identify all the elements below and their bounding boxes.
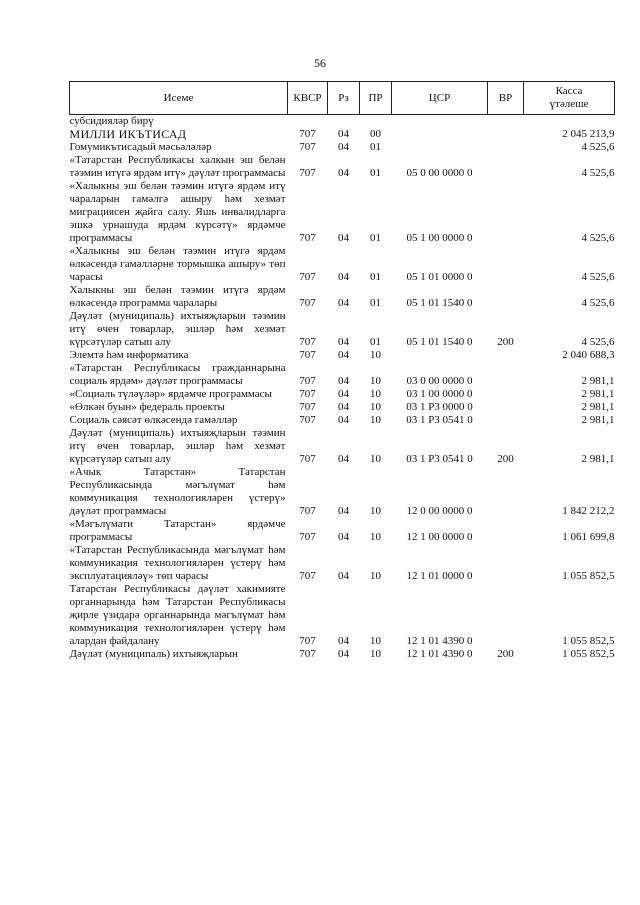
- cell-vr: 200: [497, 336, 514, 348]
- table-row: [70, 401, 615, 414]
- cell-vr: 200: [497, 648, 514, 660]
- cell-csr: 03 1 P3 0541 0: [406, 453, 473, 465]
- cell-amount: 4 525,6: [581, 141, 615, 153]
- cell-rz: 04: [338, 375, 349, 387]
- cell-vr: [488, 466, 524, 518]
- cell-vr: [488, 141, 524, 154]
- table-row: [70, 427, 615, 466]
- cell-vr: [488, 362, 524, 388]
- cell-rz: 04: [338, 232, 349, 244]
- cell-rz: 04: [338, 505, 349, 517]
- cell-pr: 10: [370, 401, 381, 413]
- cell-pr: 01: [370, 336, 381, 348]
- cell-name: МИЛЛИ ИКЪТИСАД: [69, 127, 187, 141]
- cell-csr: 05 1 00 0000 0: [406, 232, 473, 244]
- cell-pr: 10: [370, 388, 381, 400]
- cell-kvsr: 707: [299, 128, 316, 140]
- cell-kvsr: 707: [299, 141, 316, 153]
- cell-csr: 05 1 01 1540 0: [406, 297, 473, 309]
- cell-csr: 05 1 01 1540 0: [406, 336, 473, 348]
- cell-rz: 04: [338, 388, 349, 400]
- cell-amount: 1 055 852,5: [562, 635, 615, 647]
- cell-csr: 03 1 00 0000 0: [406, 388, 473, 400]
- header-name: Исеме: [70, 82, 288, 115]
- cell-rz: 04: [338, 648, 349, 660]
- cell-pr: 01: [370, 232, 381, 244]
- cell-rz: 04: [338, 336, 349, 348]
- cell-name: «Ачык Татарстан» Татарстан Республикасында мәгълүмат һәм коммуникация технологияләрен үстерү» дәүләт программасы: [69, 466, 286, 517]
- cell-kvsr: 707: [299, 414, 316, 426]
- cell-amount: 4 525,6: [581, 167, 615, 179]
- cell-name: «Халыкны эш белән тәэмин итүгә ярдәм итү чараларын гамәлгә ашыру һәм хезмәт миграциясен җайга салу. Яшь инвалидларга эшкә урнашуда ярдәм күрсәтү» ярдәмче программасы: [69, 180, 286, 244]
- table-row: [70, 284, 615, 310]
- cell-csr: [392, 128, 488, 141]
- page-number: 56: [314, 56, 326, 70]
- table-body: [70, 115, 615, 662]
- cell-pr: 10: [370, 375, 381, 387]
- cell-vr: [488, 518, 524, 544]
- cell-rz: 04: [338, 453, 349, 465]
- table-row: [70, 180, 615, 245]
- cell-pr: 10: [370, 570, 381, 582]
- cell-amount: 4 525,6: [581, 232, 615, 244]
- cell-pr: 10: [370, 531, 381, 543]
- cell-amount: 2 040 688,3: [562, 349, 615, 361]
- table-row: [70, 141, 615, 154]
- cell-rz: 04: [338, 414, 349, 426]
- table-row: [70, 544, 615, 583]
- header-csr: ЦСР: [392, 82, 488, 115]
- cell-csr: 12 1 00 0000 0: [406, 531, 473, 543]
- cell-rz: [328, 115, 360, 129]
- cell-csr: 12 1 01 4390 0: [406, 635, 473, 647]
- table-row: [70, 388, 615, 401]
- cell-name: «Татарстан Республикасы халкын эш белән тәэмин итүгә ярдәм итү» дәүләт программасы: [69, 154, 286, 179]
- cell-amount: [524, 115, 615, 129]
- header-rz: Рз: [328, 82, 360, 115]
- cell-kvsr: 707: [299, 531, 316, 543]
- cell-rz: 04: [338, 141, 349, 153]
- cell-csr: 03 1 P3 0541 0: [406, 414, 473, 426]
- cell-csr: 05 0 00 0000 0: [406, 167, 473, 179]
- cell-amount: 2 981,1: [581, 375, 615, 387]
- cell-pr: 01: [370, 141, 381, 153]
- cell-pr: 00: [370, 128, 381, 140]
- cell-kvsr: 707: [299, 297, 316, 309]
- cell-amount: 2 981,1: [581, 401, 615, 413]
- cell-rz: 04: [338, 297, 349, 309]
- cell-vr: 200: [497, 453, 514, 465]
- cell-name: «Социаль түләүләр» ярдәмче программасы: [69, 388, 272, 400]
- cell-amount: 2 981,1: [581, 453, 615, 465]
- cell-name: Дәүләт (муниципаль) ихтыяҗларын: [69, 648, 238, 660]
- cell-csr: 03 1 P3 0000 0: [406, 401, 473, 413]
- header-kvsr: КВСР: [288, 82, 328, 115]
- table-row: [70, 310, 615, 349]
- cell-pr: 01: [370, 167, 381, 179]
- cell-vr: [488, 349, 524, 362]
- cell-csr: [392, 115, 488, 129]
- cell-rz: 04: [338, 570, 349, 582]
- cell-vr: [488, 245, 524, 284]
- table-row: [70, 362, 615, 388]
- cell-name: «Өлкән буын» федераль проекты: [69, 401, 225, 413]
- cell-pr: 10: [370, 648, 381, 660]
- cell-kvsr: 707: [299, 635, 316, 647]
- cell-vr: [488, 154, 524, 180]
- cell-vr: [488, 180, 524, 245]
- cell-pr: 10: [370, 505, 381, 517]
- table-row: [70, 648, 615, 661]
- cell-name: Социаль сәясәт өлкәсендә гамәлләр: [69, 414, 238, 426]
- cell-csr: 12 1 01 4390 0: [406, 648, 473, 660]
- cell-kvsr: 707: [299, 336, 316, 348]
- table-row: [70, 466, 615, 518]
- cell-kvsr: 707: [299, 401, 316, 413]
- cell-pr: 10: [370, 414, 381, 426]
- cell-amount: 2 981,1: [581, 388, 615, 400]
- cell-kvsr: 707: [299, 271, 316, 283]
- table-row: [70, 583, 615, 648]
- cell-name: Татарстан Республикасы дәүләт хакимияте органнарында һәм Татарстан Республикасы җирле үзидарә органнарында мәгълүмат һәм коммуникация технологияләрен үстерү һәм алардан файдалану: [69, 583, 286, 647]
- cell-pr: 01: [370, 297, 381, 309]
- table-header: [70, 82, 615, 115]
- cell-csr: [392, 141, 488, 154]
- cell-kvsr: 707: [299, 349, 316, 361]
- cell-vr: [488, 401, 524, 414]
- cell-name: Дәүләт (муниципаль) ихтыяҗларын тәэмин итү өчен товарлар, эшләр һәм хезмәт күрсәтүләр сатып алу: [69, 310, 286, 348]
- cell-kvsr: 707: [299, 375, 316, 387]
- table-row: [70, 245, 615, 284]
- table-row: [70, 128, 615, 141]
- cell-kvsr: 707: [299, 167, 316, 179]
- header-pr: ПР: [360, 82, 392, 115]
- cell-rz: 04: [338, 167, 349, 179]
- cell-kvsr: 707: [299, 388, 316, 400]
- cell-csr: 03 0 00 0000 0: [406, 375, 473, 387]
- cell-amount: 1 842 212,2: [562, 505, 615, 517]
- cell-amount: 1 061 699,8: [562, 531, 615, 543]
- cell-kvsr: 707: [299, 453, 316, 465]
- budget-table: [69, 81, 615, 661]
- cell-name: «Татарстан Республикасы гражданнарына социаль ярдәм» дәүләт программасы: [69, 362, 286, 387]
- cell-pr: 10: [370, 349, 381, 361]
- header-vr: ВР: [488, 82, 524, 115]
- cell-rz: 04: [338, 635, 349, 647]
- cell-rz: 04: [338, 128, 349, 140]
- cell-vr: [488, 388, 524, 401]
- cell-amount: 1 055 852,5: [562, 570, 615, 582]
- cell-vr: [488, 115, 524, 129]
- cell-kvsr: 707: [299, 648, 316, 660]
- cell-amount: 2 045 213,9: [562, 128, 615, 140]
- cell-amount: 4 525,6: [581, 271, 615, 283]
- cell-amount: 4 525,6: [581, 297, 615, 309]
- cell-pr: [360, 115, 392, 129]
- cell-name: «Татарстан Республикасында мәгълүмат һәм коммуникация технологияләрен үстерү һәм эксплуатацияләү» төп чарасы: [69, 544, 286, 582]
- cell-vr: [488, 544, 524, 583]
- cell-name: Гомумикътисадый мәсьәләләр: [69, 141, 212, 153]
- table-row: [70, 414, 615, 427]
- cell-vr: [488, 414, 524, 427]
- cell-csr: 12 0 00 0000 0: [406, 505, 473, 517]
- cell-name: субсидияләр бирү: [69, 115, 154, 127]
- cell-csr: [392, 349, 488, 362]
- cell-vr: [488, 128, 524, 141]
- cell-vr: [488, 284, 524, 310]
- table-row: [70, 115, 615, 129]
- cell-vr: [488, 583, 524, 648]
- cell-amount: 4 525,6: [581, 336, 615, 348]
- cell-name: Дәүләт (муниципаль) ихтыяҗларын тәэмин итү өчен товарлар, эшләр һәм хезмәт күрсәтүләр сатып алу: [69, 427, 286, 465]
- table-row: [70, 154, 615, 180]
- cell-rz: 04: [338, 401, 349, 413]
- cell-rz: 04: [338, 349, 349, 361]
- cell-pr: 10: [370, 635, 381, 647]
- header-kassa-line1: Касса: [555, 85, 583, 97]
- header-kassa-line2: үтәлеше: [549, 98, 589, 110]
- cell-rz: 04: [338, 271, 349, 283]
- cell-amount: 2 981,1: [581, 414, 615, 426]
- cell-pr: 10: [370, 453, 381, 465]
- cell-kvsr: 707: [299, 232, 316, 244]
- cell-kvsr: 707: [299, 570, 316, 582]
- cell-csr: 05 1 01 0000 0: [406, 271, 473, 283]
- cell-csr: 12 1 01 0000 0: [406, 570, 473, 582]
- cell-name: «Мәгълүмати Татарстан» ярдәмче программасы: [69, 518, 286, 543]
- cell-name: Халыкны эш белән тәэмин итүгә ярдәм өлкәсендә программа чаралары: [69, 284, 286, 309]
- header-kassa: [524, 82, 615, 115]
- cell-rz: 04: [338, 531, 349, 543]
- table-row: [70, 518, 615, 544]
- cell-name: «Халыкны эш белән тәэмин итүгә ярдәм өлкәсендә гамәлләрне тормышка ашыру» төп чарасы: [69, 245, 286, 283]
- cell-kvsr: [288, 115, 328, 129]
- cell-name: Элемтә һәм информатика: [69, 349, 189, 361]
- cell-amount: 1 055 852,5: [562, 648, 615, 660]
- cell-kvsr: 707: [299, 505, 316, 517]
- table-row: [70, 349, 615, 362]
- cell-pr: 01: [370, 271, 381, 283]
